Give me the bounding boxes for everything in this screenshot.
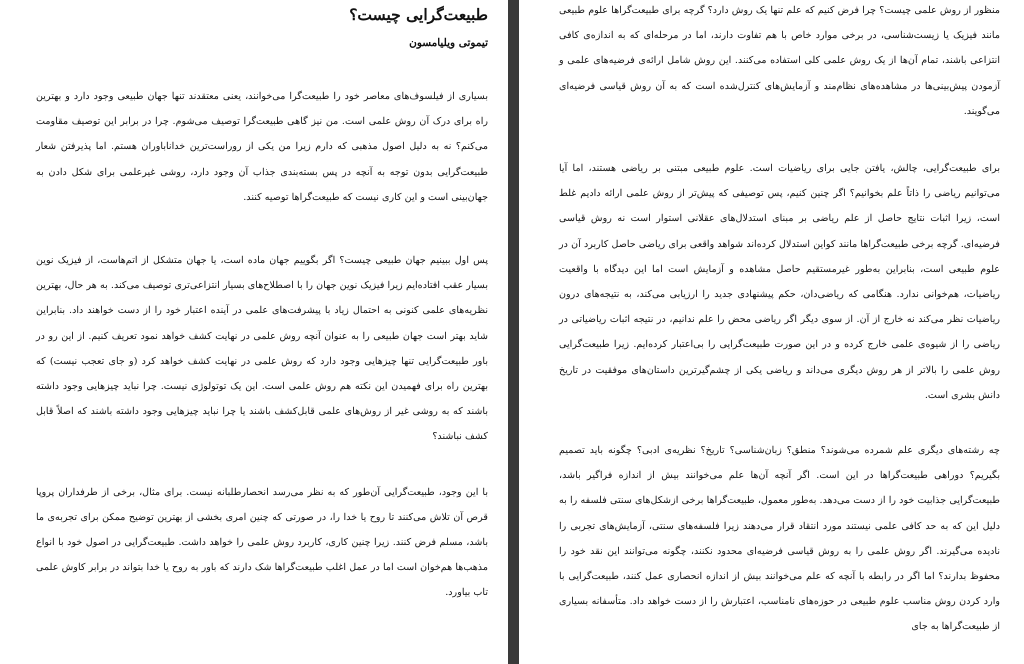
paragraph: منظور از روش علمی چیست؟ چرا فرض کنیم که علم تنها یک روش دارد؟ گرچه برای طبیعت‌گراها علوم طبیعی مانند فیزیک یا زیست‌شناسی، در برخی موارد خاص با هم تفاوت دارند، اما در مرحله‌ای که به اندازه‌ی کافی انتزاعی باشند، تمام آن‌ها از یک روش علمی کلی استفاده می‌کنند. این روش شامل ارائه‌ی فرضیه‌های علمی و آزمودن پیش‌بینی‌ها در مشاهده‌های نظام‌مند و آزمایش‌های کنترل‌شده است که به آن روش قیاسی فرضیه‌ای می‌گویند. bbox=[559, 5, 1000, 117]
paragraph: چه رشته‌های دیگری علم شمرده می‌شوند؟ منطق؟ زبان‌شناسی؟ تاریخ؟ نظریه‌ی ادبی؟ چگونه باید تصمیم بگیریم؟ دوراهی طبیعت‌گراها در این است. اگر آنچه آن‌ها علم می‌خوانند بیش از اندازه فراگیر باشد، طبیعت‌گرایی جذابیت خود را از دست می‌دهد. به‌طور معمول، طبیعت‌گراها برخی ازشکل‌های سنتی فلسفه را به دلیل این که به حد کافی علمی نیستند مورد انتقاد قرار می‌دهند زیرا فلسفه‌های سنتی، آزمایش‌های تجربی را نادیده می‌گیرند. اگر روش علمی را به روش قیاسی فرضیه‌ای محدود نکنند، چگونه می‌توانند این نقد خود را محفوظ بدارند؟ اما اگر در رابطه با آنچه که علم می‌خوانند بیش از اندازه انحصاری عمل کنند، طبیعت‌گرایی با وارد کردن روش مناسب علوم طبیعی در حوزه‌های نامناسب، اعتبارش را از دست خواهد داد. متأسفانه بسیاری از طبیعت‌گراها به جای bbox=[559, 445, 1000, 633]
paragraph: پس اول ببینیم جهان طبیعی چیست؟ اگر بگوییم جهان ماده است، یا جهان متشکل از اتم‌هاست، از فیزیک نوین بسیار عقب افتاده‌ایم زیرا فیزیک نوین جهان را با اصطلاح‌های بسیار انتزاعی‌تری توصیف می‌کند. به هر حال، بهترین نظریه‌های علمی کنونی به احتمال زیاد با پیشرفت‌های علمی در آینده اعتبار خود را از دست خواهند داد. بنابراین شاید بهتر است جهان طبیعی را به عنوان آنچه روش علمی در نهایت کشف خواهد نمود تعریف کنیم. از این رو در باور طبیعت‌گرایی تنها چیزهایی وجود دارد که روش علمی در نهایت کشف خواهد کرد (و جای تعجب نیست) که بهترین راه برای فهمیدن این نکته هم روش علمی است. این یک توتولوژی نیست. چرا نباید چیزهایی وجود داشته باشند که به روشی غیر از روش‌های علمی قابل‌کشف باشند یا چرا نباید چیزهایی وجود داشته باشند که اصلاً قابل کشف نباشند؟ bbox=[36, 255, 488, 443]
article-title: طبیعت‌گرایی چیست؟ bbox=[349, 5, 488, 24]
paragraph: با این وجود، طبیعت‌گرایی آن‌طور که به نظر می‌رسد انحصارطلبانه نیست. برای مثال، برخی از طرفداران پروپا قرص آن تلاش می‌کنند تا روح یا خدا را، در صورتی که چنین امری بخشی از بهترین توضیح ممکن برای تجربه‌ی ما باشد، مسلم فرض کنند. زیرا چنین کاری، کاربرد روش علمی را خواهد داشت. طبیعت‌گرایی در اصول خود با انواع مذهب‌ها هم‌خوان است اما در عمل اغلب طبیعت‌گراها شک دارند که باور به روح یا خدا بتواند در برابر کاوش علمی تاب بیاورد. bbox=[36, 486, 488, 599]
left-page bbox=[0, 0, 508, 664]
right-page bbox=[519, 0, 1024, 664]
paragraph: برای طبیعت‌گرایی، چالش، یافتن جایی برای ریاضیات است. علوم طبیعی مبتنی بر ریاضی هستند، اما آیا می‌توانیم ریاضی را ذاتاً علم بخوانیم؟ اگر چنین کنیم، پس توصیفی که پیش‌تر از روش علمی ارائه دادیم غلط است، زیرا اثبات نتایج حاصل از علم ریاضی بر مبنای استدلال‌های عقلانی استوار است نه روش قیاسی فرضیه‌ای. گرچه برخی طبیعت‌گراها مانند کواین استدلال کرده‌اند شواهد واقعی برای ریاضی حاصل کاربرد آن در علوم طبیعی است، بنابراین به‌طور غیرمستقیم حاصل مشاهده و آزمایش است اما این دیدگاه با واقعیت ریاضیات، هم‌خوانی ندارد. هنگامی که ریاضی‌دان، حکم پیشنهادی جدید را ارزیابی می‌کند، به نتیجه‌های درون ریاضیات نظر می‌کند نه خارج از آن. از سوی دیگر اگر ریاضی محض را علم ندانیم، در نتیجه اثبات ریاضیاتی در ریاضی را از شیوه‌ی علمی خارج کرده و در این صورت طبیعت‌گرایی را بی‌اعتبار کرده‌ایم. زیرا طبیعت‌گرایی روش علمی را بالاتر از هر روش دیگری می‌داند و ریاضی یکی از چشم‌گیرترین داستان‌های موفقیت در تاریخ دانش بشری است. bbox=[559, 163, 1000, 401]
paragraph: بسیاری از فیلسوف‌های معاصر خود را طبیعت‌گرا می‌خوانند، یعنی معتقدند تنها جهان طبیعی وجود دارد و بهترین راه برای درک آن روش علمی است. من نیز گاهی طبیعت‌گرا توصیف می‌شوم. چرا در برابر این توصیف مقاومت می‌کنم؟ نه به دلیل اصول مذهبی که دارم زیرا من یکی از روراست‌ترین خداناباوران هستم. اما پذیرفتن شعار طبیعت‌گرایی بدون توجه به آنچه در پس بسته‌بندی جذاب آن وجود دارد، روشی غیرعلمی برای شکل دادن به جهان‌بینی است و این کاری نیست که طبیعت‌گراها توصیه کنند. bbox=[36, 91, 488, 203]
article-author: تیموتی ویلیامسون bbox=[409, 37, 488, 49]
page-divider bbox=[508, 0, 519, 664]
